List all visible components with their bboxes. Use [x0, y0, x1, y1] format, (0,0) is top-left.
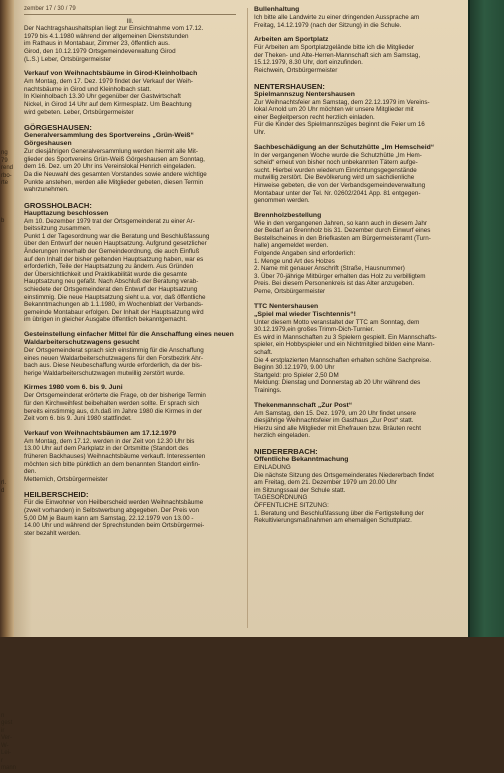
article-text: Der Nachtragshaushaltsplan liegt zur Einsichtnahme vom 17.12. 1979 bis 4.1.1980 während der allgemeinen Dienststunden im Rathaus in Montabaur, Zimmer 23, öffentlich aus. Girod, den 10.12.1979 Ortsgemeindeverwaltung Girod (L.S.) Leber, Ortsbürgermeister	[24, 25, 204, 63]
article-text: Am 10. Dezember 1979 trat der Ortsgemeinderat zu einer Ar- beitssitzung zusammen. Punkt 1 der Tagesordnung war die Beratung und Beschlußfassung über den Entwurf der neuen Hauptsatzung. Aufgrund gesetzlicher Änderungen innerhalb der Gemeindeordnung, die auch Einfluß auf den Inhalt der bisher geltenden Hauptsatzung haben, war es erforderlich, Teile der Hauptsatzung zu ändern. Aus Gründen der Übersichtlichkeit und Praktikabilität wurde die gesamte Hauptsatzung neu gefaßt. Nach Abschluß der Beratung verab- schiedete der Ortsgemeinderat den Entwurf der Hauptsatzung einstimmig. Die neue Hauptsatzung sieht u.a. vor, daß öffentliche Bekanntmachungen ab 1.1.1980, im Wochenblatt der Verbands- gemeinde Montabaur erfolgen. Der Inhalt der Hauptsatzung wird im übrigen in gleicher Ausgabe öffentlich bekanntgemacht.	[24, 217, 210, 324]
town-heading: NENTERSHAUSEN:	[254, 81, 325, 91]
article-heading: Gesteinstellung einfacher Mittel für die Anschaffung eines neuen Waldarbeiterschutzwagens gesucht	[24, 331, 234, 346]
article-text: Der Ortsgemeinderat sprach sich einstimmig für die Anschaffung eines neuen Waldarbeiterschutzwagens für den Forstbezirk Ahr- bach aus. Diese Neubeschaffung wurde erforderlich, da der bis- herige Waldarbeiterschutzwagen mutwillig zerstört wurde.	[24, 347, 204, 377]
article-thekenmannschaft	[254, 402, 460, 440]
article-schutzwagen	[24, 331, 236, 377]
article-heading: Haupttazung beschlossen	[24, 209, 109, 217]
left-column	[24, 6, 236, 544]
article-text: Am Montag, dem 17. Dez. 1979 findet der Verkauf der Weih- nachtsbäume in Girod und Kleinholbach statt. In Kleinholbach 13.30 Uhr gegenüber der Gastwirtschaft Nickel, in Girod 14 Uhr auf dem Kirmesplatz. Um Beachtung wird gebeten. Leber, Ortsbürgermeister	[24, 78, 193, 116]
top-line: zember 17 / 30 / 79	[24, 6, 236, 15]
article-heading: Thekenmannschaft „Zur Post“	[254, 401, 353, 409]
town-heading: GROSSHOLBACH:	[24, 200, 92, 210]
left-page-edge-text: ng 79 rend rbo- rte b rl. d n gest ir Ver- W-Lei- r mann	[1, 150, 17, 771]
article-heilberscheid	[24, 490, 236, 537]
article-grossholbach-hauptsatzung	[24, 201, 236, 324]
article-text: Am Montag, dem 17.12. werden in der Zeit von 12.30 Uhr bis 13.00 Uhr auf dem Parkplatz in der Ortsmitte (Standort des früheren Backhauses) Weihnachtsbäume verkauft. Interessenten möchten sich bitte pünktlich an dem benannten Standort einfin- den. Metternich, Ortsbürgermeister	[24, 437, 206, 483]
right-column	[254, 6, 460, 532]
article-sachbeschaedigung	[254, 144, 460, 205]
article-heading: TTC Nentershausen „Spiel mal wieder Tischtennis“!	[254, 302, 356, 318]
article-text: Der Ortsgemeinderat erörterte die Frage, ob der bisherige Termin für den Kirchweihfest beibehalten werden sollte. Er sprach sich bereits einstimmig aus, d.h.daß im Jahre 1980 die Kirmes in der Zeit vom 6. bis 9. Juni 1980 stattfindet.	[24, 392, 206, 423]
article-brennholz	[254, 212, 460, 296]
article-verkauf-weihnachtsbaeume	[24, 430, 236, 484]
article-text: Zur Weihnachtsfeier am Samstag, dem 22.12.1979 im Vereins- lokal Arnold um 20 Uhr möchten wir unsere Mitglieder mit einer Begleitperson recht herzlich einladen. Für die Kinder des Spielmannszüges beginnt die Feier um 16 Uhr.	[254, 98, 430, 136]
article-goergeshausen	[24, 123, 236, 194]
article-text: Für die Einwohner von Heilberscheid werden Weihnachtsbäume (zweit vorhanden) in Selbstwerbung abgegeben. Der Preis von 5,00 DM je Baum kann am Samstag, 22.12.1979 von 13.00 - 14.00 Uhr und während der Sprechstunden beim Ortsbürgermei- ster bezahlt werden.	[24, 499, 205, 537]
article-heading: Kirmes 1980 vom 6. bis 9. Juni	[24, 384, 123, 392]
article-heading: Generalversammlung des Sportvereins „Grün-Weiß“ Görgeshausen	[24, 132, 194, 148]
article-spielmannszug	[254, 82, 460, 137]
article-text: Wie in den vergangenen Jahren, so kann auch in diesem Jahr der Bedarf an Brennholz bis 31. Dezember durch Einwurf eines Bestellscheines in den Briefkasten am Bürgermeisteramt (Turn- halle) angemeldet werden. Folgende Angaben sind erforderlich: 1. Menge und Art des Holzes 2. Name mit genauer Anschrift (Straße, Hausnummer) 3. Über 70-jährige Mitbürger erhalten das Holz zu verbilligtem Preis. Bei diesem Personenkreis ist das Alter anzugeben. Perne, Ortsbürgermeister	[254, 219, 431, 296]
article-heading: Verkauf von Weihnachtsbäumen am 17.12.1979	[24, 429, 177, 437]
article-text: In der vergangenen Woche wurde die Schutzhütte „Im Hem- scheid“ erneut von bisher noch unbekannten Tätern aufge- sucht. Hierbei wurden wiederum Einrichtungsgegenstände mutwillig zerstört. Die Bevölkerung wird um sachdienliche Hinweise gebeten, die von der Verbandsgemeindeverwaltung Montabaur unter der Tel. Nr. 02602/2041 App. 81 entgegen- genommen werden.	[254, 151, 426, 205]
article-kirmes	[24, 384, 236, 422]
article-heading: Arbeiten am Sportplatz	[254, 36, 329, 44]
newspaper-page	[14, 0, 468, 637]
article-weihnachtsbaeume-girod	[24, 70, 236, 116]
article-heading: Verkauf von Weihnachtsbäume in Girod-Kleinholbach	[24, 70, 198, 78]
article-niedererbach	[254, 447, 460, 525]
green-binder-edge	[468, 0, 504, 637]
article-heading: Offentliche Bekanntmachung	[254, 455, 349, 463]
column-divider	[247, 8, 248, 628]
article-ttc	[254, 303, 460, 395]
article-text: Am Samstag, den 15. Dez. 1979, um 20 Uhr findet unsere diesjährige Weihnachtsfeier im Gasthaus „Zur Post“ statt. Hierzu sind alle Mitglieder mit Ehefrauen bzw. Bräuten recht herzlich eingeladen.	[254, 409, 421, 440]
town-heading: NIEDERERBACH:	[254, 446, 318, 456]
article-text: Ich bitte alle Landwirte zu einer dringenden Aussprache am Freitag, 14.12.1979 (nach der Sitzung) in die Schule.	[254, 14, 420, 29]
article-text: Unter diesem Motto veranstaltet der TTC am Sonntag, dem 30.12.1979,ein großes Trimm-Dich-Turnier. Es wird in Mannschaften zu 3 Spielern gespielt. Ein Mannschafts- spieler, ein Hobbyspieler und ein Nichtmitglied bilden eine Mann- schaft. Die 4 erstplazierten Mannschaften erhalten schöne Sachpreise. Beginn 30.12.1979, 9.00 Uhr Startgeld: pro Spieler 2,50 DM Meldung: Dienstag und Donnerstag ab 20 Uhr während des Trainings.	[254, 318, 437, 394]
article-heading: Brennholzbestellung	[254, 211, 322, 219]
article-sportplatz	[254, 36, 460, 74]
article-heading: Bullenhaltung	[254, 6, 300, 13]
article-nachtragshaushalt	[24, 18, 236, 64]
town-heading: GÖRGESHAUSEN:	[24, 123, 92, 133]
article-text: Zur diesjährigen Generalversammlung werden hiermit alle Mit- glieder des Sportvereins Grün-Weiß Görgeshausen am Sonntag, dem 16. Dez. um 20 Uhr ins Vereinslokal Henrich eingeladen. Da die Neuwahl des gesamten Vorstandes sowie andere wichtige Punkte anstehen, werden alle Mitglieder gebeten, diesen Termin wahrzunehmen.	[24, 148, 207, 194]
article-text: EINLADUNG Die nächste Sitzung des Ortsgemeinderates Niedererbach findet am Freitag, dem 21. Dezember 1979 um 20.00 Uhr im Sitzungssaal der Schule statt. TAGESORDNUNG ÖFFENTLICHE SITZUNG: 1. Beratung und Beschlußfassung über die Fertigstellung der Rekultivierungsmaßnahmen am ehemaligen Schuttplatz.	[254, 463, 434, 525]
section-number: III.	[126, 17, 134, 25]
article-text: Für Arbeiten am Sportplatzgelände bitte ich die Mitglieder der Theken- und Alte-Herren-Mannschaft sich am Samstag, 15.12.1979, 8.30 Uhr, dort einzufinden. Reichwein, Ortsbürgermeister	[254, 44, 421, 74]
article-heading: Sachbeschädigung an der Schutzhütte „Im Hemscheid“	[254, 143, 435, 151]
article-bullenhaltung	[254, 6, 460, 29]
article-heading: Spielmannszug Nentershausen	[254, 90, 355, 98]
town-heading: HEILBERSCHEID:	[24, 490, 89, 500]
